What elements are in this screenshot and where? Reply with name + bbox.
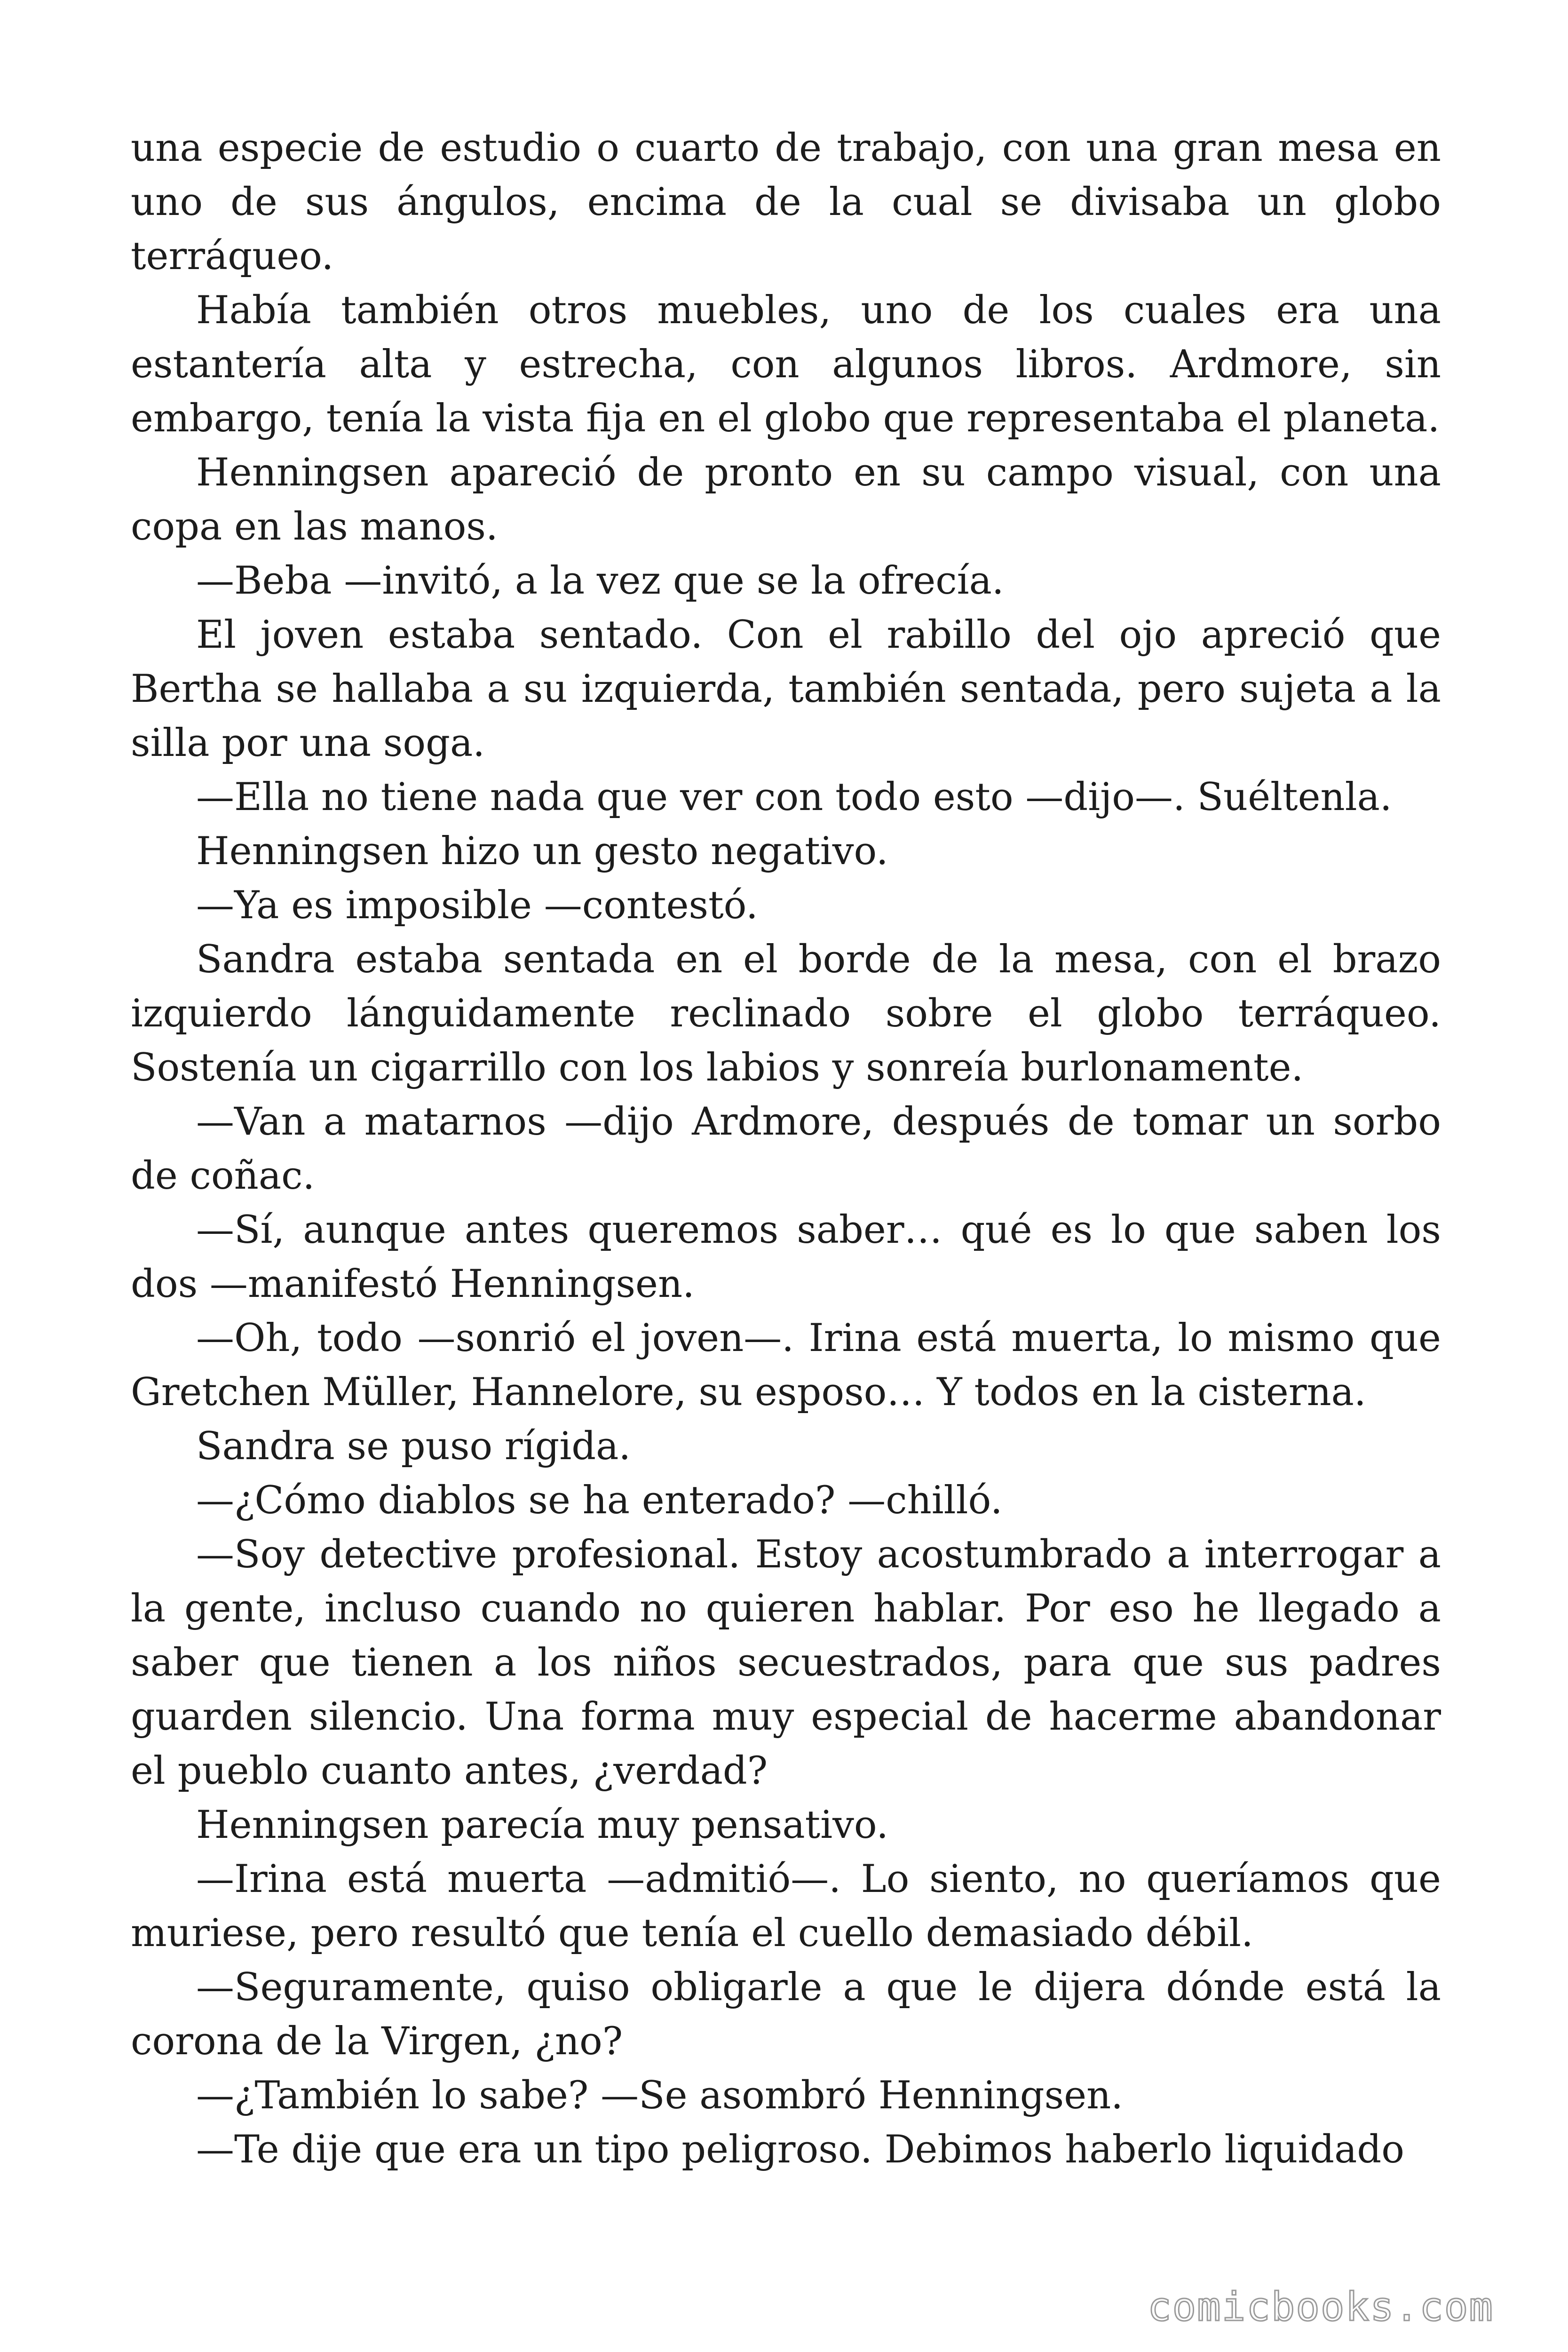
paragraph-11: —Sí, aunque antes queremos saber… qué es lo que saben los dos —manifestó Henningsen. xyxy=(131,1208,1441,1306)
paragraph-17: —Irina está muerta —admitió—. Lo siento, no queríamos que muriese, pero resultó que tenía el cuello demasiado débil. xyxy=(131,1857,1441,1955)
book-page-text xyxy=(131,121,1441,2177)
paragraph-19: —¿También lo sabe? —Se asombró Henningsen. xyxy=(196,2074,1124,2118)
paragraph-9: Sandra estaba sentada en el borde de la mesa, con el brazo izquierdo lánguidamente reclinado sobre el globo terráqueo. Sostenía un cigarrillo con los labios y sonreía burlonamente. xyxy=(131,938,1441,1090)
paragraph-12: —Oh, todo —sonrió el joven—. Irina está muerta, lo mismo que Gretchen Müller, Hannelore, su esposo… Y todos en la cisterna. xyxy=(131,1316,1441,1414)
paragraph-13: Sandra se puso rígida. xyxy=(196,1424,631,1469)
paragraph-10: —Van a matarnos —dijo Ardmore, después de tomar un sorbo de coñac. xyxy=(131,1100,1441,1198)
paragraph-18: —Seguramente, quiso obligarle a que le dijera dónde está la corona de la Virgen, ¿no? xyxy=(131,1965,1441,2064)
paragraph-7: Henningsen hizo un gesto negativo. xyxy=(196,829,888,874)
site-watermark: comicbooks.com xyxy=(1148,2284,1494,2330)
paragraph-14: —¿Cómo diablos se ha enterado? —chilló. xyxy=(196,1478,1003,1523)
paragraph-4: —Beba —invitó, a la vez que se la ofrecía. xyxy=(196,559,1004,603)
paragraph-5: El joven estaba sentado. Con el rabillo del ojo apreció que Bertha se hallaba a su izquierda, también sentada, pero sujeta a la silla por una soga. xyxy=(131,613,1441,765)
paragraph-8: —Ya es imposible —contestó. xyxy=(196,883,758,928)
paragraph-15: —Soy detective profesional. Estoy acostumbrado a interrogar a la gente, incluso cuando no quieren hablar. Por eso he llegado a saber que tienen a los niños secuestrados, para que sus padres guarden silencio. Una forma muy especial de hacerme abandonar el pueblo cuanto antes, ¿verdad? xyxy=(131,1533,1441,1793)
paragraph-3: Henningsen apareció de pronto en su campo visual, con una copa en las manos. xyxy=(131,451,1441,549)
paragraph-1: una especie de estudio o cuarto de trabajo, con una gran mesa en uno de sus ángulos, encima de la cual se divisaba un globo terráqueo. xyxy=(131,126,1441,278)
paragraph-6: —Ella no tiene nada que ver con todo esto —dijo—. Suéltenla. xyxy=(196,775,1392,819)
paragraph-2: Había también otros muebles, uno de los cuales era una estantería alta y estrecha, con algunos libros. Ardmore, sin embargo, tenía la vista fija en el globo que representaba el planeta. xyxy=(131,288,1441,441)
paragraph-16: Henningsen parecía muy pensativo. xyxy=(196,1803,888,1847)
paragraph-20: —Te dije que era un tipo peligroso. Debimos haberlo liquidado xyxy=(196,2128,1405,2172)
